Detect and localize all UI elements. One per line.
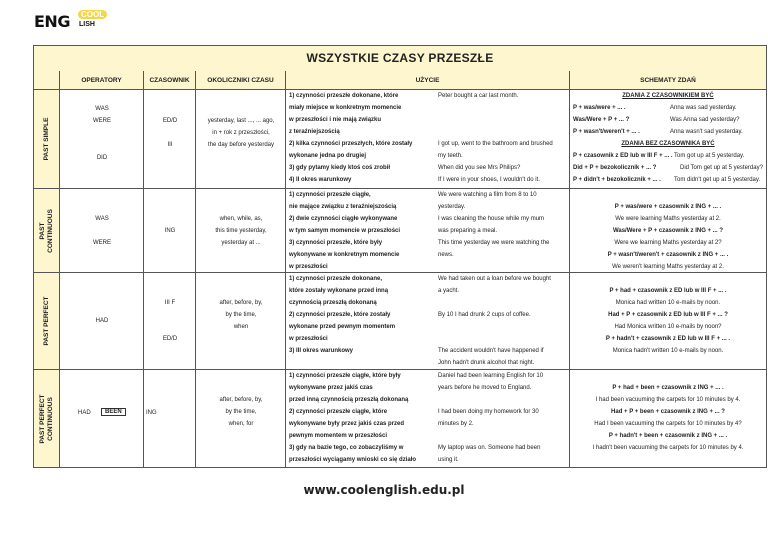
header-adverbs: OKOLICZNIKI CZASU bbox=[196, 71, 286, 90]
usage-line: wykonywane były przez jakiś czas przed bbox=[289, 421, 405, 427]
example-line: I got up, went to the bathroom and brushed bbox=[438, 141, 553, 147]
usage-line: wykonywane w konkretnym momencie bbox=[289, 252, 400, 258]
cell-verb bbox=[144, 189, 196, 273]
usage-line: które zostały wykonane przed inną bbox=[289, 288, 389, 294]
schema-example: Tom got up at 5 yesterday. bbox=[674, 153, 745, 159]
example-line: was preparing a meal. bbox=[438, 228, 498, 234]
usage-line: przeszłości wyciągamy wnioski co się działo bbox=[289, 457, 417, 463]
usage-line: przed inną czynnością przeszłą dokonaną bbox=[289, 397, 409, 403]
operator: WAS bbox=[95, 106, 109, 112]
usage-line: wykonane przed pewnym momentem bbox=[289, 324, 396, 330]
example-line: We had taken out a loan before we bought bbox=[438, 276, 551, 282]
row-label-past-perfect bbox=[34, 273, 60, 370]
adverb-line: when, while, as, bbox=[219, 216, 263, 222]
logo-badge: COOL bbox=[78, 10, 107, 19]
schema-line: P + didn't + bezokolicznik + ... . bbox=[573, 177, 661, 183]
schema-line: Had + P + been + czasownik z ING + ... ? bbox=[611, 409, 725, 415]
cell-usage bbox=[286, 90, 434, 189]
row-label-text: PAST PERFECT bbox=[42, 296, 50, 346]
cell-schemas bbox=[570, 273, 766, 370]
operator: HAD bbox=[95, 318, 109, 324]
cell-examples bbox=[434, 370, 570, 467]
schema-line: P + hadn't + czasownik z ED lub w III F + ... . bbox=[605, 336, 731, 342]
usage-line: z teraźniejszością bbox=[289, 129, 340, 135]
usage-line: 4) II okres warunkowy bbox=[289, 177, 352, 183]
been-box: BEEN bbox=[101, 408, 126, 416]
usage-line: w przeszłości bbox=[289, 264, 328, 270]
cell-operators bbox=[60, 273, 144, 370]
usage-line: 2) czynności przeszłe ciągłe, które bbox=[289, 409, 388, 415]
usage-line: 2) dwie czynności ciągłe wykonywane bbox=[289, 216, 398, 222]
schema-example: Did Tom get up at 5 yesterday? bbox=[680, 165, 763, 171]
usage-line: 3) czynności przeszłe, które były bbox=[289, 240, 383, 246]
operator: WERE bbox=[93, 240, 111, 246]
cell-operators bbox=[60, 189, 144, 273]
schema-line: Was/Were + P + czasownik z ING + ... ? bbox=[612, 228, 724, 234]
cell-verb bbox=[144, 90, 196, 189]
schema-example: We weren't learning Maths yesterday at 2. bbox=[612, 264, 724, 270]
verb-form: ING bbox=[146, 410, 157, 416]
cell-adverbs bbox=[196, 273, 286, 370]
cell-schemas bbox=[570, 189, 766, 273]
example-line: We were watching a film from 8 to 10 bbox=[438, 192, 537, 198]
example-line: If I were in your shoes, I wouldn't do it. bbox=[438, 177, 540, 183]
row-label-text: PAST PERFECT CONTINUOUS bbox=[38, 394, 54, 443]
header-operators: OPERATORY bbox=[60, 71, 144, 90]
usage-line: 3) gdy pytamy kiedy ktoś coś zrobił bbox=[289, 165, 391, 171]
schema-example: Had I been vacuuming the carpets for 10 minutes by 4? bbox=[594, 421, 742, 427]
schema-line: Had + P + czasownik z ED lub w III F + ... ? bbox=[608, 312, 728, 318]
schema-example: We were learning Maths yesterday at 2. bbox=[615, 216, 721, 222]
header-schemas: SCHEMATY ZDAŃ bbox=[570, 71, 766, 90]
schema-example: Tom didn't get up at 5 yesterday. bbox=[674, 177, 761, 183]
example-line: John hadn't drunk alcohol that night. bbox=[438, 360, 535, 366]
usage-line: 1) czynności przeszłe ciągłe, bbox=[289, 192, 371, 198]
usage-line: nie mające związku z teraźniejszością bbox=[289, 204, 397, 210]
adverb-line: in + rok z przeszłości, bbox=[212, 130, 270, 136]
example-line: years before he moved to England. bbox=[438, 385, 532, 391]
verb-form: ED/D bbox=[162, 336, 178, 342]
cell-verb bbox=[144, 370, 196, 467]
schema-line: P + was/were + ... . bbox=[573, 105, 626, 111]
verb-form: ED/D bbox=[162, 118, 178, 124]
usage-line: 3) gdy na bazie tego, co zobaczyliśmy w bbox=[289, 445, 404, 451]
cell-schemas bbox=[570, 370, 766, 467]
usage-line: pewnym momentem w przeszłości bbox=[289, 433, 388, 439]
usage-line: wykonywane przez jakiś czas bbox=[289, 385, 373, 391]
cell-adverbs bbox=[196, 189, 286, 273]
usage-line: 1) czynności przeszłe dokonane, bbox=[289, 276, 383, 282]
schema-example: I hadn't been vacuuming the carpets for 10 minutes by 4. bbox=[592, 445, 744, 451]
adverb-line: after, before, by, bbox=[219, 300, 263, 306]
header-usage: UŻYCIE bbox=[286, 71, 570, 90]
example-line: By 10 I had drunk 2 cups of coffee. bbox=[438, 312, 531, 318]
cell-examples bbox=[434, 90, 570, 189]
usage-line: w przeszłości bbox=[289, 336, 328, 342]
row-label-past-simple bbox=[34, 90, 60, 189]
operator: WERE bbox=[93, 118, 111, 124]
schema-line: Did + P + bezokolicznik + ... ? bbox=[573, 165, 657, 171]
row-label-text: PAST CONTINUOUS bbox=[38, 208, 54, 253]
adverb-line: yesterday, last ..., ... ago, bbox=[207, 118, 275, 124]
adverb-line: this time yesterday, bbox=[215, 228, 267, 234]
schema-example: Monica had written 10 e-mails by noon. bbox=[615, 300, 721, 306]
been-box-wrap bbox=[101, 408, 126, 416]
usage-line: 1) czynności przeszłe ciągłe, które były bbox=[289, 373, 401, 379]
example-line: Peter bought a car last month. bbox=[438, 93, 519, 99]
cell-adverbs bbox=[196, 90, 286, 189]
example-line: news. bbox=[438, 252, 454, 258]
verb-form: III bbox=[167, 142, 173, 148]
cell-examples bbox=[434, 273, 570, 370]
operator: DID bbox=[96, 155, 108, 161]
operator: HAD bbox=[78, 410, 91, 416]
example-line: yesterday. bbox=[438, 204, 466, 210]
header-verb: CZASOWNIK bbox=[144, 71, 196, 90]
schema-line: P + was/were + czasownik z ING + ... . bbox=[614, 204, 722, 210]
verb-form: III F bbox=[164, 300, 176, 306]
schema-line: Was/Were + P + ... ? bbox=[573, 117, 630, 123]
adverb-line: when, for bbox=[228, 421, 254, 427]
schema-example: Was Anna sad yesterday? bbox=[670, 117, 740, 123]
example-line: Daniel had been learning English for 10 bbox=[438, 373, 544, 379]
schema-line: P + wasn't/weren't + czasownik z ING + ... . bbox=[607, 252, 729, 258]
example-line: This time yesterday we were watching the bbox=[438, 240, 550, 246]
logo-sub: LISH bbox=[79, 21, 95, 28]
row-label-past-perfect-continuous bbox=[34, 370, 60, 467]
cell-usage bbox=[286, 370, 434, 467]
table-title: WSZYSTKIE CZASY PRZESZŁE bbox=[34, 46, 766, 72]
adverb-line: when bbox=[233, 324, 249, 330]
adverb-line: by the time, bbox=[225, 312, 257, 318]
schema-example: Had Monica written 10 e-mails by noon? bbox=[614, 324, 722, 330]
schema-line: P + had + been + czasownik z ING + ... . bbox=[612, 385, 724, 391]
usage-line: w tym samym momencie w przeszłości bbox=[289, 228, 401, 234]
cell-verb bbox=[144, 273, 196, 370]
footer-url[interactable]: www.coolenglish.edu.pl bbox=[303, 483, 465, 497]
cell-schemas bbox=[570, 90, 766, 189]
adverb-line: the day before yesterday bbox=[207, 142, 275, 148]
cell-operators bbox=[60, 370, 144, 467]
cell-operators bbox=[60, 90, 144, 189]
example-line: a yacht. bbox=[438, 288, 460, 294]
usage-line: wykonane jedna po drugiej bbox=[289, 153, 367, 159]
usage-line: 2) kilka czynności przeszłych, które zostały bbox=[289, 141, 413, 147]
schema-line: P + wasn't/weren't + ... . bbox=[573, 129, 640, 135]
adverb-line: by the time, bbox=[225, 409, 257, 415]
usage-line: w przeszłości i nie mają związku bbox=[289, 117, 382, 123]
example-line: minutes by 2. bbox=[438, 421, 474, 427]
schema-example: I had been vacuuming the carpets for 10 minutes by 4. bbox=[595, 397, 741, 403]
adverb-line: after, before, by, bbox=[219, 397, 263, 403]
usage-line: czynnością przeszłą dokonaną bbox=[289, 300, 377, 306]
row-label-past-continuous bbox=[34, 189, 60, 273]
example-line: The accident wouldn't have happened if bbox=[438, 348, 544, 354]
example-line: using it. bbox=[438, 457, 459, 463]
header-corner bbox=[34, 71, 60, 90]
cell-usage bbox=[286, 189, 434, 273]
usage-line: 1) czynności przeszłe dokonane, które bbox=[289, 93, 399, 99]
cell-examples bbox=[434, 189, 570, 273]
schema-example: Anna wasn't sad yesterday. bbox=[670, 129, 743, 135]
schema-subheading: ZDANIA Z CZASOWNIKIEM BYĆ bbox=[622, 93, 714, 99]
schema-line: P + hadn't + been + czasownik z ING + ... . bbox=[608, 433, 728, 439]
row-label-text: PAST SIMPLE bbox=[42, 117, 50, 161]
example-line: I had been doing my homework for 30 bbox=[438, 409, 539, 415]
usage-line: 2) czynności przeszłe, które zostały bbox=[289, 312, 391, 318]
logo-eng: ENG bbox=[34, 12, 70, 31]
usage-line: miały miejsce w konkretnym momencie bbox=[289, 105, 402, 111]
tenses-table bbox=[33, 45, 767, 468]
cell-usage bbox=[286, 273, 434, 370]
usage-line: 3) III okres warunkowy bbox=[289, 348, 354, 354]
schema-line: P + czasownik z ED lub w III F + ... . bbox=[573, 153, 673, 159]
schema-example: Were we learning Maths yesterday at 2? bbox=[614, 240, 722, 246]
example-line: my teeth. bbox=[438, 153, 463, 159]
schema-subheading: ZDANIA BEZ CZASOWNIKA BYĆ bbox=[621, 141, 715, 147]
example-line: My laptop was on. Someone had been bbox=[438, 445, 541, 451]
verb-form: ING bbox=[164, 228, 176, 234]
schema-example: Monica hadn't written 10 e-mails by noon. bbox=[612, 348, 724, 354]
schema-example: Anna was sad yesterday. bbox=[670, 105, 737, 111]
operator: WAS bbox=[95, 216, 109, 222]
example-line: I was cleaning the house while my mum bbox=[438, 216, 545, 222]
example-line: When did you see Mrs Philips? bbox=[438, 165, 521, 171]
coolenglish-logo bbox=[34, 12, 134, 34]
adverb-line: yesterday at ... bbox=[221, 240, 261, 246]
schema-line: P + had + czasownik z ED lub w III F + ... . bbox=[609, 288, 727, 294]
cell-adverbs bbox=[196, 370, 286, 467]
